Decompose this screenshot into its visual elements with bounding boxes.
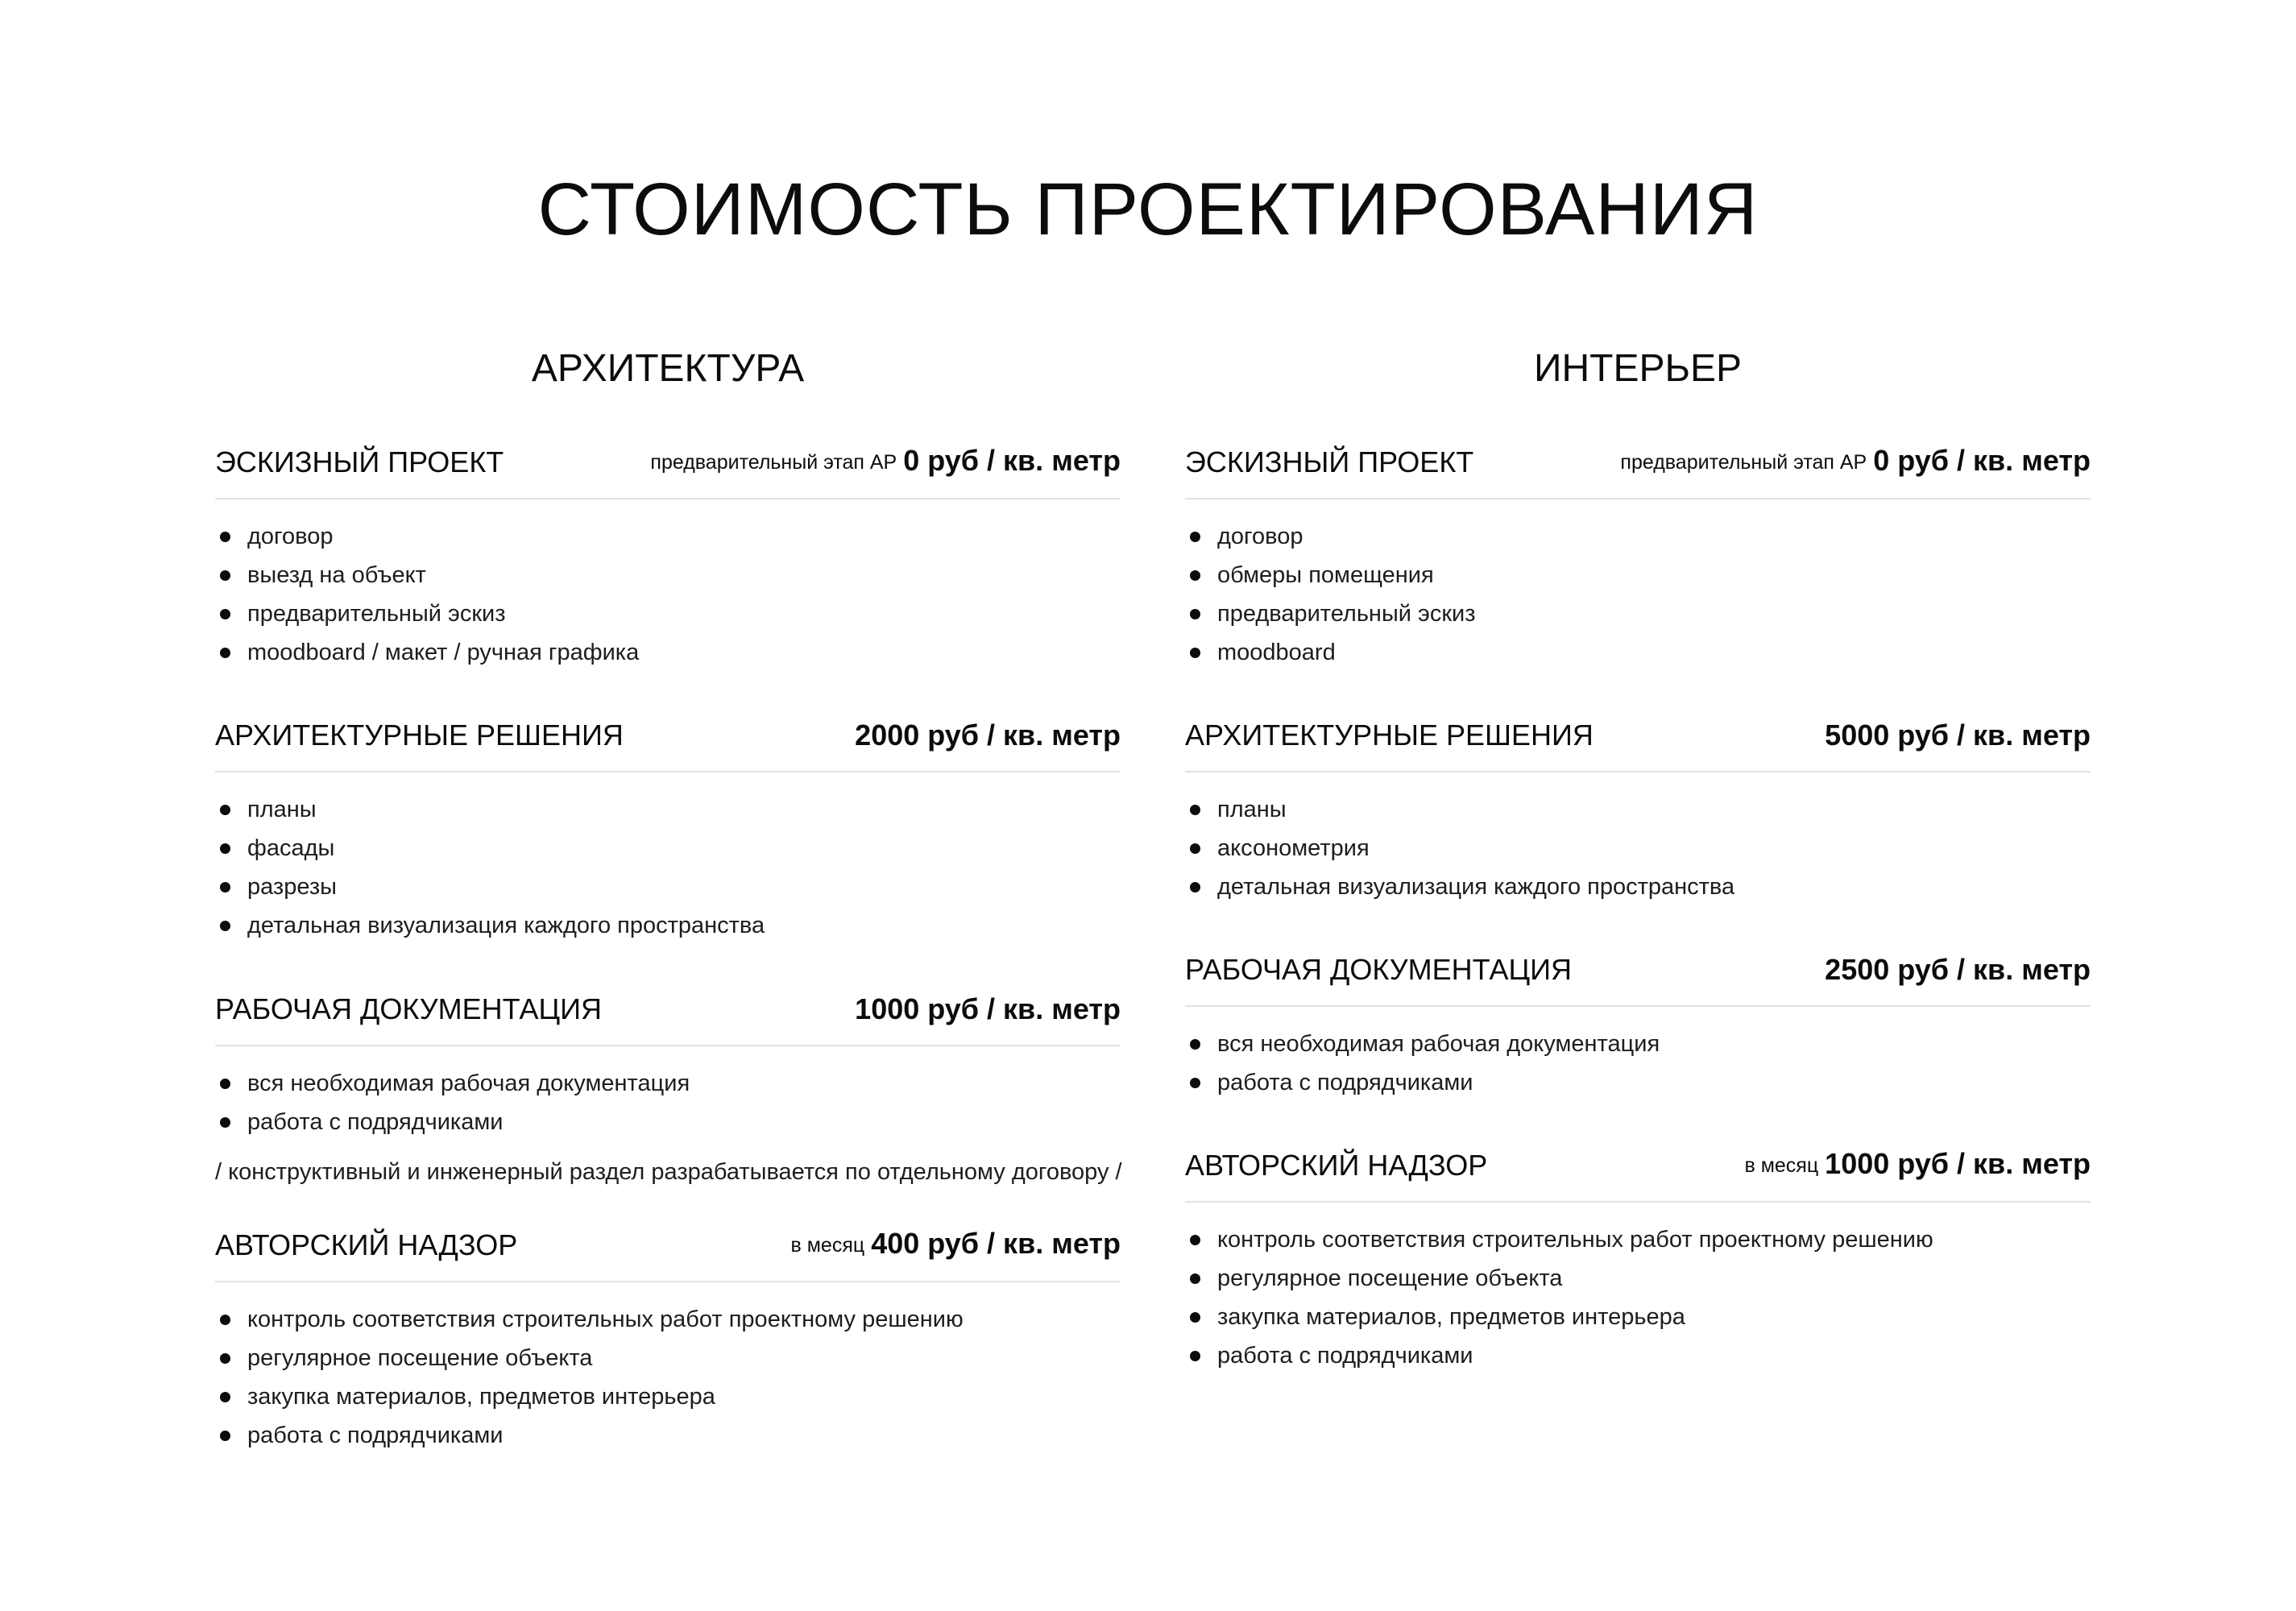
list-item: аксонометрия <box>1185 829 2091 868</box>
list-item: закупка материалов, предметов интерьера <box>215 1377 1121 1416</box>
price-value: 1000 руб / кв. метр <box>855 992 1121 1025</box>
section-title: АВТОРСКИЙ НАДЗОР <box>215 1228 518 1261</box>
section-title: ЭСКИЗНЫЙ ПРОЕКТ <box>215 445 504 478</box>
section-header <box>1185 1145 2091 1183</box>
page-title: СТОИМОСТЬ ПРОЕКТИРОВАНИЯ <box>537 168 1759 251</box>
price-note: в месяц <box>1744 1154 1819 1177</box>
section-title: РАБОЧАЯ ДОКУМЕНТАЦИЯ <box>1185 953 1572 986</box>
architectural-solutions-section <box>1185 714 2091 906</box>
author-supervision-section <box>1185 1145 2091 1375</box>
list-item: детальная визуализация каждого пространства <box>215 906 1121 945</box>
list-item: планы <box>215 790 1121 829</box>
section-header <box>215 1224 1121 1263</box>
list-item: работа с подрядчиками <box>215 1416 1121 1455</box>
working-documentation-section <box>215 988 1121 1188</box>
item-list <box>215 1064 1121 1141</box>
working-documentation-section <box>1185 949 2091 1102</box>
architectural-solutions-section <box>215 714 1121 945</box>
item-list <box>215 517 1121 672</box>
section-header <box>1185 949 2091 988</box>
item-list <box>215 1300 1121 1455</box>
divider <box>215 498 1121 499</box>
section-title: АРХИТЕКТУРНЫЕ РЕШЕНИЯ <box>1185 719 1594 752</box>
section-title: АВТОРСКИЙ НАДЗОР <box>1185 1149 1488 1182</box>
list-item: планы <box>1185 790 2091 829</box>
list-item: работа с подрядчиками <box>215 1103 1121 1141</box>
section-header <box>1185 714 2091 753</box>
column-title: ИНТЕРЬЕР <box>1533 347 1743 390</box>
section-header <box>215 441 1121 480</box>
sketch-project-section <box>215 441 1121 672</box>
price-value: 0 руб / кв. метр <box>1873 444 2091 477</box>
divider <box>215 1045 1121 1046</box>
list-item: фасады <box>215 829 1121 868</box>
section-price <box>1744 1146 2091 1183</box>
list-item: разрезы <box>215 868 1121 906</box>
section-price <box>650 443 1121 480</box>
section-header <box>1185 441 2091 480</box>
list-item: контроль соответствия строительных работ проектному решению <box>1185 1220 2091 1259</box>
divider <box>1185 1005 2091 1007</box>
section-price <box>1825 952 2091 988</box>
item-list <box>1185 790 2091 906</box>
price-value: 1000 руб / кв. метр <box>1825 1147 2091 1180</box>
price-note: в месяц <box>790 1234 865 1257</box>
list-item: moodboard <box>1185 633 2091 672</box>
price-value: 2000 руб / кв. метр <box>855 719 1121 752</box>
list-item: контроль соответствия строительных работ проектному решению <box>215 1300 1121 1339</box>
section-title: АРХИТЕКТУРНЫЕ РЕШЕНИЯ <box>215 719 624 752</box>
price-note: предварительный этап АР <box>1620 451 1867 474</box>
author-supervision-section <box>215 1224 1121 1455</box>
section-note: / конструктивный и инженерный раздел разрабатывается по отдельному договору / <box>215 1159 1122 1185</box>
list-item: регулярное посещение объекта <box>215 1339 1121 1377</box>
list-item: работа с подрядчиками <box>1185 1336 2091 1375</box>
section-header <box>215 714 1121 753</box>
list-item: договор <box>1185 517 2091 556</box>
list-item: работа с подрядчиками <box>1185 1063 2091 1102</box>
price-value: 5000 руб / кв. метр <box>1825 719 2091 752</box>
list-item: вся необходимая рабочая документация <box>215 1064 1121 1103</box>
price-value: 2500 руб / кв. метр <box>1825 953 2091 986</box>
item-list <box>215 790 1121 945</box>
list-item: вся необходимая рабочая документация <box>1185 1025 2091 1063</box>
list-item: предварительный эскиз <box>1185 594 2091 633</box>
section-title: ЭСКИЗНЫЙ ПРОЕКТ <box>1185 445 1474 478</box>
divider <box>1185 1201 2091 1203</box>
column-title: АРХИТЕКТУРА <box>531 347 805 390</box>
price-value: 0 руб / кв. метр <box>903 444 1121 477</box>
sketch-project-section <box>1185 441 2091 672</box>
list-item: выезд на объект <box>215 556 1121 594</box>
price-value: 400 руб / кв. метр <box>871 1227 1121 1260</box>
item-list <box>1185 1025 2091 1102</box>
section-price <box>1620 443 2091 480</box>
section-price <box>855 718 1121 753</box>
list-item: предварительный эскиз <box>215 594 1121 633</box>
list-item: moodboard / макет / ручная графика <box>215 633 1121 672</box>
section-price <box>791 1226 1121 1263</box>
divider <box>1185 498 2091 499</box>
section-title: РАБОЧАЯ ДОКУМЕНТАЦИЯ <box>215 992 602 1025</box>
divider <box>1185 771 2091 772</box>
list-item: закупка материалов, предметов интерьера <box>1185 1298 2091 1336</box>
divider <box>215 771 1121 772</box>
section-price <box>855 992 1121 1027</box>
list-item: обмеры помещения <box>1185 556 2091 594</box>
item-list <box>1185 517 2091 672</box>
item-list <box>1185 1220 2091 1375</box>
list-item: регулярное посещение объекта <box>1185 1259 2091 1298</box>
section-price <box>1825 718 2091 753</box>
price-note: предварительный этап АР <box>650 451 897 474</box>
list-item: детальная визуализация каждого пространства <box>1185 868 2091 906</box>
section-header <box>215 988 1121 1027</box>
list-item: договор <box>215 517 1121 556</box>
divider <box>215 1281 1121 1282</box>
